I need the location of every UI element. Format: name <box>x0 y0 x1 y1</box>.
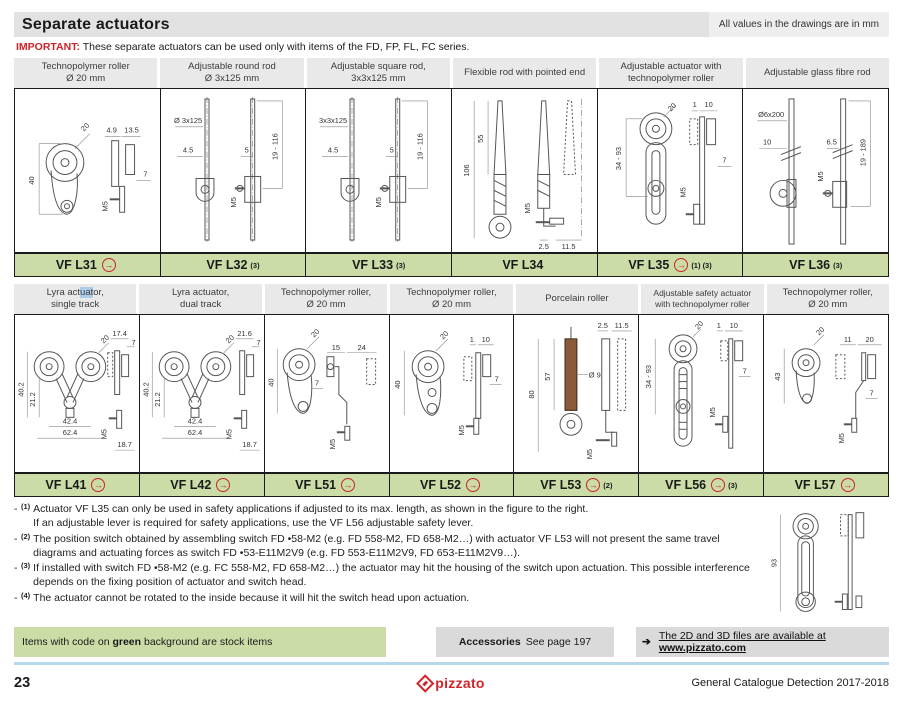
header-vf-l36: Adjustable glass fibre rod <box>746 58 889 88</box>
dim-label: M5 <box>522 203 532 214</box>
dim-label: 34 - 93 <box>613 146 623 171</box>
dim-label: 15 <box>331 342 340 352</box>
dim-label: 20 <box>865 334 874 344</box>
vf-l56-technical-drawing <box>639 315 763 472</box>
product-code-vf-l34: VF L34 <box>452 253 598 277</box>
dim-label: 13.5 <box>124 125 139 135</box>
header-vf-l34: Flexible rod with pointed end <box>453 58 599 88</box>
catalogue-title: General Catalogue Detection 2017-2018 <box>691 677 889 689</box>
drawing-cell-vf-l42 <box>140 314 265 473</box>
dim-label: 20 <box>98 332 112 346</box>
product-code-vf-l52: VF L52 → <box>390 473 515 497</box>
header-vf-l53: Porcelain roller <box>516 284 641 314</box>
row2-codes <box>14 473 889 497</box>
important-label: IMPORTANT: <box>16 41 80 53</box>
header-vf-l33: Adjustable square rod, 3x3x125 mm <box>307 58 453 88</box>
text-selection-highlight: uat <box>80 287 94 299</box>
dim-label: M5 <box>224 429 234 440</box>
page-footer <box>14 675 889 691</box>
footnote-2: - (2) The position switch obtained by assembling switch FD •58-M2 (e.g. FD 558-M2, FD 658-M2…) with actuator VF L53 will not present the same travel diagrams and actuating forces as switch FD •53-E11M2V9 (e.g. FD 553-E11M2V9, FD 653-E11M2V9…). <box>14 531 720 559</box>
row1-drawings <box>14 88 889 253</box>
drawing-cell-vf-l51 <box>265 314 390 473</box>
product-code-vf-l41: VF L41 → <box>14 473 140 497</box>
bottom-bar <box>14 627 889 657</box>
row1-codes <box>14 253 889 277</box>
vf-l35-max-length-figure <box>761 503 889 625</box>
important-note <box>16 41 889 53</box>
drawing-cell-vf-l34 <box>452 88 598 253</box>
header-vf-l51: Technopolymer roller, Ø 20 mm <box>265 284 390 314</box>
footnote-3: - (3) If installed with switch FD •58-M2 (e.g. FC 558-M2, FD 658-M2…) the actuator may hit the housing of the switch upon actuation. This possible interference depends on the fixing position of actuator and switch head. <box>14 561 750 589</box>
vf-l41-technical-drawing <box>15 315 139 472</box>
dim-label: 106 <box>462 164 472 177</box>
important-text: These separate actuators can be used only with items of the FD, FP, FL, FC series. <box>79 41 470 53</box>
product-code-vf-l53: VF L53 → (2) <box>514 473 639 497</box>
dim-label: 21.2 <box>153 392 163 407</box>
dim-label: 19 - 189 <box>858 138 868 167</box>
product-code-vf-l36: VF L36 (3) <box>743 253 889 277</box>
dim-label: M5 <box>585 448 595 460</box>
dim-label: 40.2 <box>141 382 151 397</box>
footnote-ref: (1) (3) <box>691 260 712 270</box>
row2-drawings <box>14 314 889 473</box>
dim-label: 2.5 <box>598 320 609 330</box>
dim-label: 11.5 <box>615 320 630 330</box>
dim-label: 40 <box>265 378 275 387</box>
dim-label: 57 <box>543 372 553 381</box>
vf-l42-technical-drawing <box>140 315 264 472</box>
dim-label: 1 <box>692 99 697 109</box>
dim-label: 7 <box>742 366 748 376</box>
drawing-cell-vf-l57 <box>764 314 889 473</box>
drawing-cell-vf-l41 <box>14 314 140 473</box>
header-vf-l32: Adjustable round rod Ø 3x125 mm <box>160 58 306 88</box>
dim-label: 24 <box>357 342 366 352</box>
dim-label: 10 <box>729 320 739 330</box>
page-title: Separate actuators <box>22 15 170 33</box>
dim-label: 20 <box>78 120 92 134</box>
dim-label: M5 <box>456 425 466 436</box>
drawing-cell-vf-l36 <box>743 88 889 253</box>
drawing-cell-vf-l31 <box>14 88 161 253</box>
dim-label: M5 <box>678 187 688 198</box>
drawing-cell-vf-l33 <box>306 88 452 253</box>
dim-label: 7 <box>494 374 499 384</box>
dim-label: 34 - 93 <box>644 365 654 389</box>
row1-headers <box>14 58 889 88</box>
vf-l35-technical-drawing <box>598 89 743 252</box>
dim-label: 5 <box>390 145 395 155</box>
dim-label: 6.5 <box>826 137 838 147</box>
dim-label: 40.2 <box>16 382 26 397</box>
dim-label: 93 <box>769 558 779 568</box>
dim-label: 20 <box>437 328 450 342</box>
vf-l34-technical-drawing <box>452 89 597 252</box>
files-link-bar <box>636 627 889 657</box>
pizzato-wordmark: pizzato <box>435 675 485 691</box>
page-number: 23 <box>14 675 31 691</box>
vf-l33-technical-drawing <box>306 89 451 252</box>
dim-label: 20 <box>814 325 827 338</box>
go-arrow-icon[interactable]: → <box>841 478 855 492</box>
footnote-ref: (3) <box>250 260 260 270</box>
go-arrow-icon[interactable]: → <box>216 478 230 492</box>
go-arrow-icon[interactable]: → <box>91 478 105 492</box>
footnote-1: - (1) Actuator VF L35 can only be used in safety applications if adjusted to its max. length, as shown in the figure to the right. If an adjustable lever is required for safety applications, use the VF L56 adjustable safety lever. <box>14 502 589 529</box>
product-code-vf-l31: VF L31 → <box>14 253 161 277</box>
dim-label: 7 <box>314 378 319 388</box>
dim-label: 21.6 <box>237 328 252 338</box>
drawing-cell-vf-l52 <box>390 314 515 473</box>
dim-label: Ø 9 <box>589 370 602 380</box>
dim-label: 21.2 <box>28 392 38 407</box>
go-arrow-icon[interactable]: → <box>674 258 688 272</box>
pizzato-website-link[interactable]: The 2D and 3D files are available at www.pizzato.com <box>658 630 826 654</box>
go-arrow-icon[interactable]: → <box>711 478 725 492</box>
dim-label: 42.4 <box>187 416 203 426</box>
dim-label: 62.4 <box>62 428 78 438</box>
go-arrow-icon[interactable]: → <box>586 478 600 492</box>
go-arrow-icon[interactable]: → <box>102 258 116 272</box>
vf-l52-technical-drawing <box>390 315 514 472</box>
pizzato-diamond-icon <box>416 674 434 692</box>
footnote-ref: (3) <box>396 260 406 270</box>
dim-label: 18.7 <box>242 440 257 450</box>
dim-label: 10 <box>763 137 772 147</box>
product-code-vf-l56: VF L56 → (3) <box>639 473 764 497</box>
header-vf-l56: Adjustable safety actuator with technopolymer roller <box>641 284 766 314</box>
product-code-vf-l32: VF L32 (3) <box>161 253 307 277</box>
dim-label: 5 <box>244 145 249 155</box>
vf-l51-technical-drawing <box>265 315 389 472</box>
product-code-vf-l33: VF L33 (3) <box>306 253 452 277</box>
vf-l31-technical-drawing <box>15 89 160 252</box>
dim-label: Ø 3x125 <box>173 115 202 125</box>
drawing-cell-vf-l32 <box>161 88 307 253</box>
dim-label: M5 <box>327 439 337 450</box>
vf-l32-technical-drawing <box>161 89 306 252</box>
accessories-reference: Accessories See page 197 <box>436 627 614 657</box>
dim-label: 11.5 <box>561 242 576 252</box>
dim-label: M5 <box>816 171 826 182</box>
product-code-vf-l57: VF L57 → <box>764 473 889 497</box>
dim-label: 80 <box>527 390 537 399</box>
vf-l35-max-length-drawing <box>761 503 889 625</box>
drawing-cell-vf-l56 <box>639 314 764 473</box>
dim-label: 43 <box>773 372 783 381</box>
dim-label: M5 <box>708 407 718 418</box>
divider-line <box>14 662 889 665</box>
drawing-cell-vf-l35 <box>598 88 744 253</box>
dim-label: 1 <box>469 334 474 344</box>
vf-l36-technical-drawing <box>743 89 888 252</box>
footnote-4: - (4) The actuator cannot be rotated to the inside because it will hit the switch head upon actuation. <box>14 591 470 605</box>
dim-label: M5 <box>836 433 846 444</box>
row2-headers <box>14 284 889 314</box>
dim-label: 55 <box>476 134 486 143</box>
dim-label: 40 <box>392 380 402 389</box>
drawing-cell-vf-l53 <box>514 314 639 473</box>
dim-label: 7 <box>131 337 136 347</box>
pizzato-logo <box>418 675 485 691</box>
arrow-icon: ➔ <box>642 636 651 648</box>
dim-label: M5 <box>99 429 109 440</box>
dim-label: 7 <box>869 388 874 398</box>
title-bar <box>14 12 889 37</box>
go-arrow-icon[interactable]: → <box>341 478 355 492</box>
dim-label: 19 - 116 <box>270 133 280 161</box>
product-code-vf-l42: VF L42 → <box>140 473 265 497</box>
dim-label: 17.4 <box>112 328 127 338</box>
dim-label: 20 <box>665 101 678 114</box>
units-note: All values in the drawings are in mm <box>709 12 889 37</box>
dim-label: Ø6x200 <box>758 109 785 119</box>
footnotes <box>14 503 757 625</box>
dim-label: 10 <box>481 334 490 344</box>
header-vf-l57: Technopolymer roller, Ø 20 mm <box>767 284 889 314</box>
dim-label: 4.9 <box>106 125 117 135</box>
dim-label: 18.7 <box>117 440 132 450</box>
footnote-ref: (2) <box>603 480 613 490</box>
vf-l57-technical-drawing <box>764 315 888 472</box>
header-vf-l35: Adjustable actuator with technopolymer roller <box>599 58 745 88</box>
dim-label: 7 <box>256 337 261 347</box>
dim-label: M5 <box>100 201 110 212</box>
dim-label: 2.5 <box>538 242 549 252</box>
dim-label: 62.4 <box>187 428 203 438</box>
header-vf-l31: Technopolymer roller Ø 20 mm <box>14 58 160 88</box>
dim-label: 4.5 <box>182 145 193 155</box>
dim-label: 7 <box>143 169 148 179</box>
footnote-ref: (3) <box>833 260 843 270</box>
header-vf-l52: Technopolymer roller, Ø 20 mm <box>390 284 515 314</box>
dim-label: 20 <box>223 332 236 346</box>
dim-label: 20 <box>308 326 322 340</box>
header-vf-l42: Lyra actuator, dual track <box>139 284 264 314</box>
stock-items-note: Items with code on green background are stock items <box>14 627 386 657</box>
footnotes-section <box>14 503 889 625</box>
dim-label: M5 <box>374 197 384 208</box>
dim-label: M5 <box>228 197 238 208</box>
dim-label: 20 <box>693 319 706 332</box>
dim-label: 11 <box>844 334 852 344</box>
dim-label: 10 <box>704 99 713 109</box>
dim-label: 4.5 <box>328 145 339 155</box>
dim-label: 19 - 116 <box>415 133 425 161</box>
dim-label: 40 <box>27 176 37 185</box>
dim-label: 1 <box>717 320 722 330</box>
dim-label: 7 <box>722 155 727 165</box>
header-vf-l41: Lyra actuator, single track <box>14 284 139 314</box>
dim-label: 3x3x125 <box>319 115 348 125</box>
product-code-vf-l51: VF L51 → <box>265 473 390 497</box>
go-arrow-icon[interactable]: → <box>466 478 480 492</box>
dim-label: 42.4 <box>62 416 78 426</box>
footnote-ref: (3) <box>728 480 738 490</box>
vf-l53-technical-drawing <box>514 315 638 472</box>
product-code-vf-l35: VF L35 → (1) (3) <box>598 253 744 277</box>
